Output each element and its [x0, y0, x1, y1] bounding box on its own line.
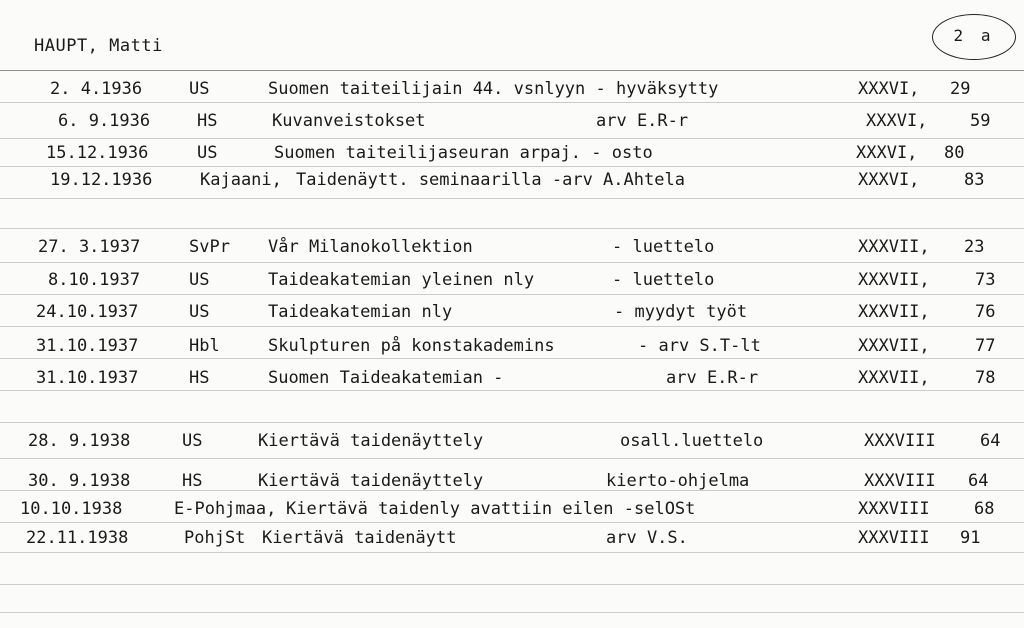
entry-date: 27. 3.1937	[38, 237, 141, 257]
entry-row	[0, 168, 1024, 192]
ruled-line	[0, 294, 1024, 295]
ruled-line	[0, 358, 1024, 359]
entry-title: Skulpturen på konstakademins	[268, 336, 555, 356]
header-rule	[0, 70, 1024, 71]
entry-title: Kiertävä taidenäytt	[262, 528, 457, 548]
ruled-line	[0, 612, 1024, 613]
entry-note: - myydyt työt	[614, 302, 748, 322]
entry-page: 76	[975, 302, 996, 322]
entry-source: US	[189, 79, 210, 99]
entry-row	[0, 300, 1024, 324]
entry-title: Suomen taiteilijaseuran arpaj. - osto	[274, 143, 653, 163]
entry-date: 30. 9.1938	[28, 471, 131, 491]
entry-source: US	[189, 302, 210, 322]
entry-row	[0, 469, 1024, 493]
entry-date: 2. 4.1936	[50, 79, 143, 99]
entry-volume: XXXVII,	[858, 302, 930, 322]
entry-row	[0, 366, 1024, 390]
entry-date: 28. 9.1938	[28, 431, 131, 451]
entry-volume: XXXVI,	[856, 143, 918, 163]
entry-note: arv E.R-r	[666, 368, 759, 388]
entry-title: Suomen taiteilijain 44. vsnlyyn - hyväksytty	[268, 79, 719, 99]
person-name: HAUPT, Matti	[34, 36, 163, 56]
entry-source: Hbl	[189, 336, 220, 356]
entry-date: 22.11.1938	[26, 528, 129, 548]
ruled-line	[0, 262, 1024, 263]
entry-row	[0, 497, 1024, 521]
entry-title: Kiertävä taidenly avattiin eilen -selOSt	[286, 499, 696, 519]
entry-source: US	[197, 143, 218, 163]
entry-note: - luettelo	[612, 270, 715, 290]
entry-title: Taideakatemian nly	[268, 302, 453, 322]
entry-source: E-Pohjmaa,	[174, 499, 277, 519]
entry-page: 91	[960, 528, 981, 548]
entry-note: - arv S.T-lt	[638, 336, 761, 356]
entry-source: US	[189, 270, 210, 290]
ruled-line	[0, 552, 1024, 553]
entry-row	[0, 429, 1024, 453]
entry-date: 19.12.1936	[50, 170, 153, 190]
entry-volume: XXXVIII	[864, 431, 936, 451]
entry-page: 68	[974, 499, 995, 519]
entry-title: Kuvanveistokset	[272, 111, 426, 131]
entry-row	[0, 109, 1024, 133]
entry-page: 64	[980, 431, 1001, 451]
entry-volume: XXXVII,	[858, 237, 930, 257]
ruled-line	[0, 422, 1024, 423]
entry-source: Kajaani,	[200, 170, 282, 190]
entry-source: HS	[182, 471, 203, 491]
entry-page: 73	[975, 270, 996, 290]
entry-title: Taideakatemian yleinen nly	[268, 270, 535, 290]
entry-source: HS	[197, 111, 218, 131]
ruled-line	[0, 228, 1024, 229]
ruled-line	[0, 102, 1024, 103]
entry-page: 78	[975, 368, 996, 388]
entry-date: 6. 9.1936	[58, 111, 151, 131]
entry-row	[0, 334, 1024, 358]
entry-volume: XXXVIII	[864, 471, 936, 491]
ruled-line	[0, 198, 1024, 199]
entry-note: - luettelo	[612, 237, 715, 257]
entry-volume: XXXVI,	[858, 170, 920, 190]
entry-title: Kiertävä taidenäyttely	[258, 431, 484, 451]
entry-volume: XXXVI,	[858, 79, 920, 99]
entry-volume: XXXVIII	[858, 499, 930, 519]
entry-row	[0, 141, 1024, 165]
entry-page: 23	[964, 237, 985, 257]
ruled-line	[0, 584, 1024, 585]
entry-row	[0, 77, 1024, 101]
entry-volume: XXXVII,	[858, 336, 930, 356]
ruled-line	[0, 326, 1024, 327]
entry-note: arv V.S.	[606, 528, 688, 548]
entry-source: HS	[189, 368, 210, 388]
entry-note: osall.luettelo	[620, 431, 764, 451]
entry-page: 64	[968, 471, 989, 491]
entry-page: 80	[944, 143, 965, 163]
entry-volume: XXXVI,	[866, 111, 928, 131]
ruled-line	[0, 522, 1024, 523]
ruled-line	[0, 458, 1024, 459]
entry-date: 10.10.1938	[20, 499, 123, 519]
entry-page: 77	[975, 336, 996, 356]
entry-date: 24.10.1937	[36, 302, 139, 322]
entry-page: 59	[970, 111, 991, 131]
entry-title: Vår Milanokollektion	[268, 237, 473, 257]
entry-title: Suomen Taideakatemian -	[268, 368, 504, 388]
entry-source: SvPr	[189, 237, 230, 257]
entry-date: 31.10.1937	[36, 336, 139, 356]
entry-row	[0, 526, 1024, 550]
entry-volume: XXXVII,	[858, 270, 930, 290]
entry-source: PohjSt	[184, 528, 246, 548]
ruled-line	[0, 390, 1024, 391]
entry-note: kierto-ohjelma	[606, 471, 750, 491]
entry-note: arv E.R-r	[596, 111, 689, 131]
entry-row	[0, 235, 1024, 259]
entry-page: 83	[964, 170, 985, 190]
entry-row	[0, 268, 1024, 292]
entry-page: 29	[950, 79, 971, 99]
entry-volume: XXXVII,	[858, 368, 930, 388]
entry-title: Kiertävä taidenäyttely	[258, 471, 484, 491]
entry-source: US	[182, 431, 203, 451]
entry-date: 8.10.1937	[48, 270, 141, 290]
ruled-line	[0, 138, 1024, 139]
entry-date: 15.12.1936	[46, 143, 149, 163]
ruled-line	[0, 166, 1024, 167]
entry-date: 31.10.1937	[36, 368, 139, 388]
card-number-circle: 2 a	[932, 14, 1016, 60]
entry-volume: XXXVIII	[858, 528, 930, 548]
entry-title: Taidenäytt. seminaarilla -arv A.Ahtela	[296, 170, 685, 190]
